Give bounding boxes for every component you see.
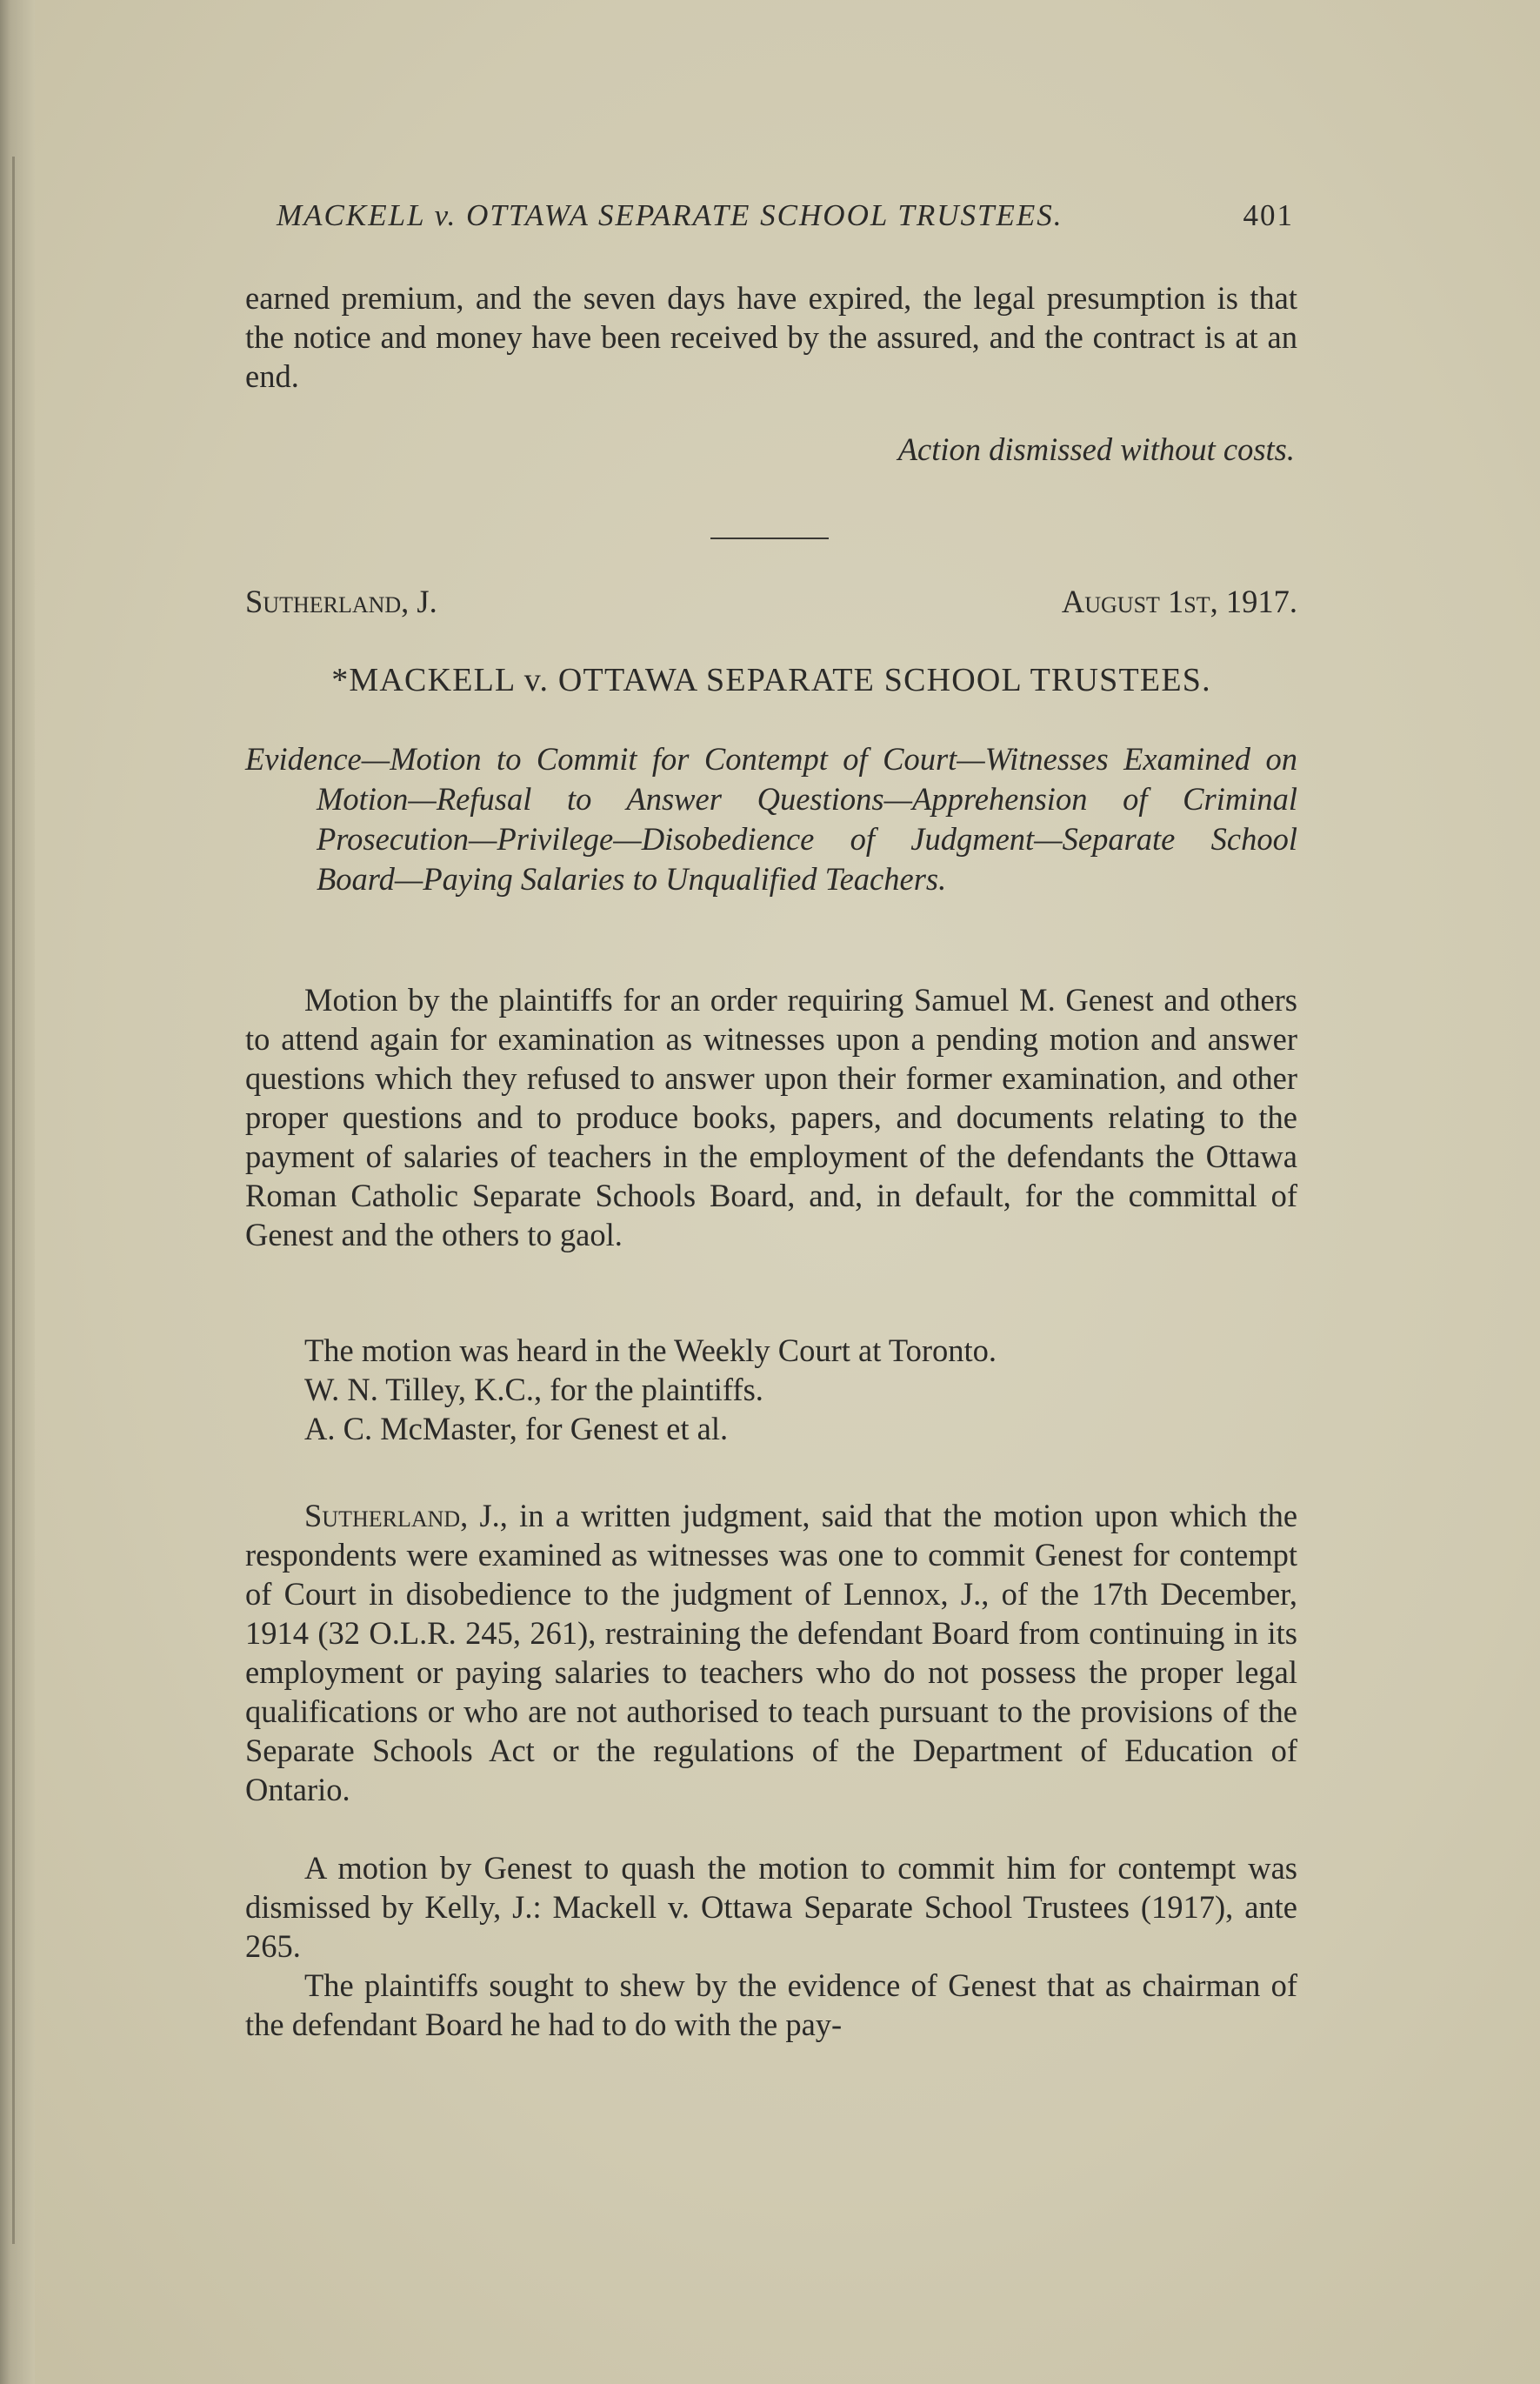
headnote: Evidence—Motion to Commit for Contempt of Court—Witnesses Examined on Motion—Refusal to Answer Questions—Apprehension of Criminal Prosecution—Privilege—Disobedience of Judgment—Separate School Board—Paying Salaries to Unqualified Teachers.	[245, 741, 1297, 897]
judgment-paragraph-3: The plaintiffs sought to shew by the evidence of Genest that as chairman of the defendant Board he had to do with the pay-	[245, 1967, 1297, 2042]
judgment-date: August 1st, 1917.	[1061, 584, 1297, 619]
section-divider	[710, 538, 829, 539]
running-head-title: MACKELL v. OTTAWA SEPARATE SCHOOL TRUSTEES.	[277, 198, 1063, 232]
judgment-paragraph-1-text: in a written judgment, said that the motion upon which the respondents were examined as witnesses was one to commit Genest for contempt of Court in disobedience to the judgment of Lennox, J., of the 17th December, 1914 (32 O.L.R. 245, 261), restraining the defendant Board from continuing in its employment or paying salaries to teachers who do not possess the proper legal qualifications or who are not authorised to teach pursuant to the provisions of the Separate Schools Act or the regulations of the Department of Education of Ontario.	[245, 1498, 1298, 1807]
case-title: *MACKELL v. OTTAWA SEPARATE SCHOOL TRUSTEES.	[331, 662, 1211, 698]
plaintiffs-counsel: W. N. Tilley, K.C., for the plaintiffs.	[304, 1372, 763, 1407]
running-head	[277, 198, 1294, 242]
previous-case-result: Action dismissed without costs.	[897, 431, 1295, 467]
judge-name: Sutherland, J.	[245, 584, 437, 619]
motion-paragraph: Motion by the plaintiffs for an order requiring Samuel M. Genest and others to attend again for examination as witnesses upon a pending motion and answer questions which they refused to answer upon their former examination, and other proper questions and to produce books, papers, and documents relating to the payment of salaries of teachers in the employment of the defendants the Ottawa Roman Catholic Separate Schools Board, and, in default, for the committal of Genest and the others to gaol.	[245, 982, 1297, 1252]
judgment-paragraph-1	[245, 1496, 1297, 1809]
page-number: 401	[1243, 198, 1294, 232]
defendants-counsel: A. C. McMaster, for Genest et al.	[304, 1411, 729, 1446]
hearing-note: The motion was heard in the Weekly Court at Toronto.	[304, 1332, 997, 1368]
counsel-block	[304, 1331, 997, 1448]
judgment-paragraph-2: A motion by Genest to quash the motion to commit him for contempt was dismissed by Kelly, J.: Mackell v. Ottawa Separate School Trustees (1917), ante 265.	[245, 1850, 1297, 1964]
judgment-judge-name: Sutherland, J.,	[304, 1498, 508, 1533]
gutter-shadow-line	[12, 157, 15, 2244]
previous-case-closing-paragraph: earned premium, and the seven days have expired, the legal presumption is that the notice and money have been received by the assured, and the contract is at an end.	[245, 280, 1297, 394]
book-gutter	[0, 0, 35, 2384]
